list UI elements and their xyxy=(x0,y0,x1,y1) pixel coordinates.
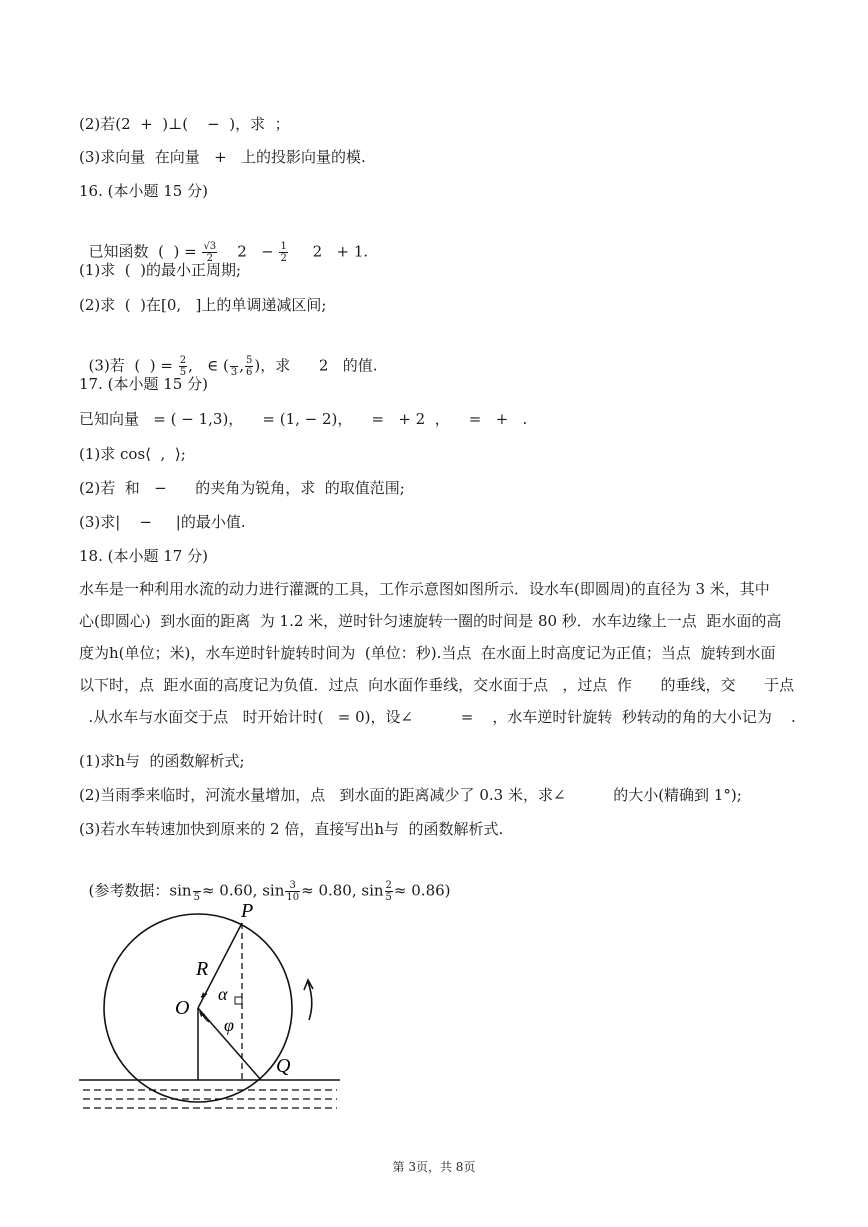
stem-line: 水车是一种利用水流的动力进行灌溉的工具，工作示意图如图所示．设水车(即圆周)的直径为 3 米，其中 xyxy=(79,580,770,598)
fraction-over-3: 3 xyxy=(230,355,238,378)
question-17-part-2: (2)若 和 − 的夹角为锐角，求 的取值范围; xyxy=(79,479,405,497)
right-angle-mark xyxy=(235,997,242,1004)
part-text: )，求 2 的值. xyxy=(254,356,378,375)
question-15-part-2: (2)若(2 + )⊥( − )，求 ； xyxy=(79,115,290,133)
fraction-5-over-6: $\frac{5}{6}$ xyxy=(246,355,253,378)
question-16-part-3 xyxy=(79,335,848,378)
label-o: O xyxy=(175,997,190,1019)
ref-text: (参考数据：sin xyxy=(88,881,192,900)
fraction-2-over-5: $\frac{2}{5}$ xyxy=(385,880,392,903)
fraction-sqrt3-over-2: $\frac{√3}{2}$ xyxy=(203,241,217,264)
function-text: 2 − xyxy=(218,242,279,261)
question-15-part-3: (3)求向量 在向量 + 上的投影向量的模. xyxy=(79,148,366,166)
question-18-header: 18. (本小题 17 分) xyxy=(79,547,208,565)
water-wheel-diagram xyxy=(75,890,355,1120)
fraction-2-over-5: $\frac{2}{5}$ xyxy=(179,355,187,378)
question-17-part-1: (1)求 cos⟨ , ⟩; xyxy=(79,445,186,463)
question-17-header: 17. (本小题 15 分) xyxy=(79,375,208,393)
question-16-function xyxy=(79,221,848,264)
stem-line: 度为h(单位；米)，水车逆时针旋转时间为 (单位：秒).当点 在水面上时高度记为正值；当点 旋转到水面 xyxy=(79,644,776,662)
fraction-3-over-10: $\frac{3}{10}$ xyxy=(286,880,300,903)
part-text: (3)若 ( ) = xyxy=(88,356,178,375)
label-alpha: α xyxy=(218,984,228,1004)
question-17-part-3: (3)求| − |的最小值. xyxy=(79,513,246,531)
question-16-header: 16. (本小题 15 分) xyxy=(79,182,208,200)
fraction-one-half: $\frac{1}{2}$ xyxy=(280,241,287,264)
question-18-part-1: (1)求h与 的函数解析式; xyxy=(79,752,245,770)
function-text: 2 + 1. xyxy=(288,242,369,261)
label-p: P xyxy=(241,900,254,922)
function-text: 已知函数 ( ) = xyxy=(88,242,202,261)
ref-text: ≈ 0.80, sin xyxy=(301,881,384,900)
label-q: Q xyxy=(276,1055,291,1077)
question-18-part-2: (2)当雨季来临时，河流水量增加，点 到水面的距离减少了 0.3 米，求∠ 的大小(精确到 1°); xyxy=(79,786,742,804)
label-phi: φ xyxy=(224,1015,234,1035)
stem-line: 以下时，点 距水面的高度记为负值．过点 向水面作垂线，交水面于点 ，过点 作 的垂线，交 于点 xyxy=(79,676,795,694)
stem-line: 心(即圆心) 到水面的距离 为 1.2 米，逆时针匀速旋转一圈的时间是 80 秒．水车边缘上一点 距水面的高 xyxy=(79,612,782,630)
stem-line: .从水车与水面交于点 时开始计时( = 0)，设∠ = ，水车逆时针旋转 秒转动的角的大小记为 . xyxy=(79,708,796,726)
question-18-stem xyxy=(79,573,796,733)
ref-text: ≈ 0.60, sin xyxy=(201,881,285,900)
part-text: , ∈ ( xyxy=(188,356,229,375)
question-18-part-3: (3)若水车转速加快到原来的 2 倍，直接写出h与 的函数解析式. xyxy=(79,820,504,838)
question-16-part-2: (2)求 ( )在[0, ]上的单调递减区间; xyxy=(79,296,327,314)
ref-text: ≈ 0.86) xyxy=(393,881,451,900)
page-footer: 第 3页，共 8页 xyxy=(392,1160,476,1174)
question-16-part-1: (1)求 ( )的最小正周期; xyxy=(79,261,242,279)
fraction-over-5: 5 xyxy=(193,880,201,903)
label-r: R xyxy=(196,958,209,980)
rotation-arrow-icon xyxy=(308,982,312,1020)
question-17-stem: 已知向量 = ( − 1,3)， = (1, − 2)， = + 2 ， = + . xyxy=(79,410,528,428)
part-text: , xyxy=(239,356,245,375)
